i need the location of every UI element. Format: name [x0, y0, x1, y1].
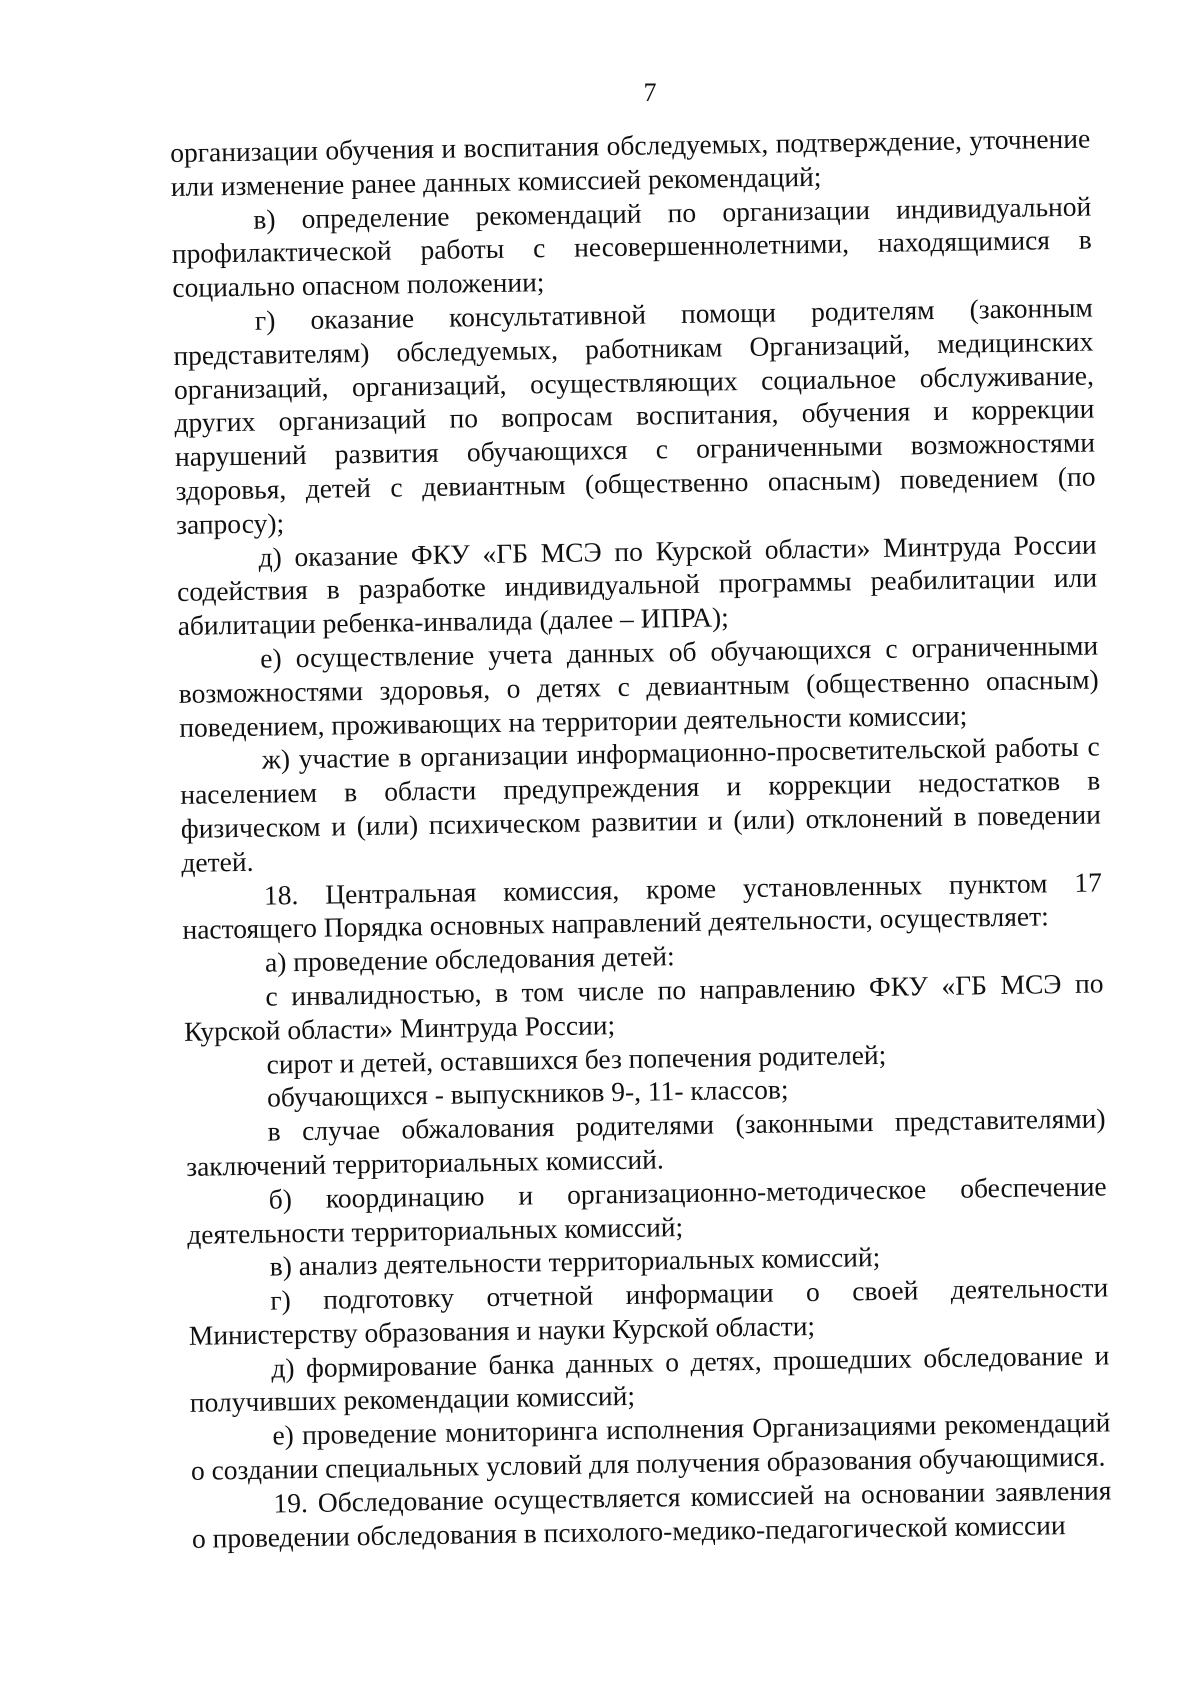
paragraph-subitem-appeal: в случае обжалования родителями (законными представителями) заключений территориальных комиссий.	[185, 1102, 1106, 1182]
paragraph-item-a: а) проведение обследования детей:	[264, 940, 675, 978]
paragraph-item-e2: е) проведение мониторинга исполнения Организациями рекомендаций о создании специальных условий для получения образования обучающимися.	[190, 1406, 1111, 1486]
paragraph-item-zh: ж) участие в организации информационно-просветительской работы с населением в области предупреждения и коррекции недостатков в физическом и (или) психическом развитии и (или) отклонений в поведении детей.	[180, 730, 1102, 878]
paragraph-section-19: 19. Обследование осуществляется комиссией на основании заявления о проведении обследования в психолого-медико-педагогической комиссии	[191, 1474, 1112, 1554]
paragraph-item-v2: в) анализ деятельности территориальных комиссий;	[269, 1241, 881, 1282]
paragraph-item-v: в) определение рекомендаций по организации индивидуальной профилактической работы с несовершеннолетними, находящимися в социально опасном положении;	[171, 190, 1092, 304]
paragraph-subitem-orphans: сирот и детей, оставшихся без попечения родителей;	[266, 1038, 887, 1080]
paragraph-section-18: 18. Центральная комиссия, кроме установленных пунктом 17 настоящего Порядка основных направлений деятельности, осуществляет:	[182, 865, 1103, 946]
paragraph-subitem-graduates: обучающихся - выпускников 9-, 11- классов;	[266, 1073, 789, 1113]
paragraph-item-d: д) оказание ФКУ «ГБ МСЭ по Курской области» Минтруда России содействия в разработке индивидуальной программы реабилитации или абилитации ребенка-инвалида (далее – ИПРА);	[176, 528, 1098, 642]
paragraph-item-b: б) координацию и организационно-методическое обеспечение деятельности территориальных комиссий;	[187, 1170, 1107, 1250]
paragraph-item-g: г) оказание консультативной помощи родителям (законным представителям) обследуемых, работникам Организаций, медицинских организаций, организаций, осуществляющих социальное обслуживание, других организаций по вопросам воспитания, обучения и коррекции нарушений развития обучающихся с ограниченными возможностями здоровья, детей с девиантным (общественно опасным) поведением (по запросу);	[173, 291, 1096, 540]
paragraph-item-d2: д) формирование банка данных о детях, прошедших обследование и получивших рекомендации комиссий;	[189, 1339, 1110, 1419]
page-number: 7	[643, 78, 657, 107]
paragraph-item-g2: г) подготовку отчетной информации о своей деятельности Министерству образования и науки Курской области;	[188, 1271, 1109, 1351]
paragraph-item-e: е) осуществление учета данных об обучающихся с ограниченными возможностями здоровья, о детях с девиантным (общественно опасным) поведением, проживающих на территории деятельности комиссии;	[178, 629, 1099, 743]
paragraph-subitem-disability: с инвалидностью, в том числе по направлению ФКУ «ГБ МСЭ по Курской области» Минтруда России;	[183, 967, 1104, 1047]
paragraph-continuation: организации обучения и воспитания обследуемых, подтверждение, уточнение или изменение ранее данных комиссией рекомендаций;	[170, 122, 1091, 202]
document-body	[170, 122, 1112, 1556]
